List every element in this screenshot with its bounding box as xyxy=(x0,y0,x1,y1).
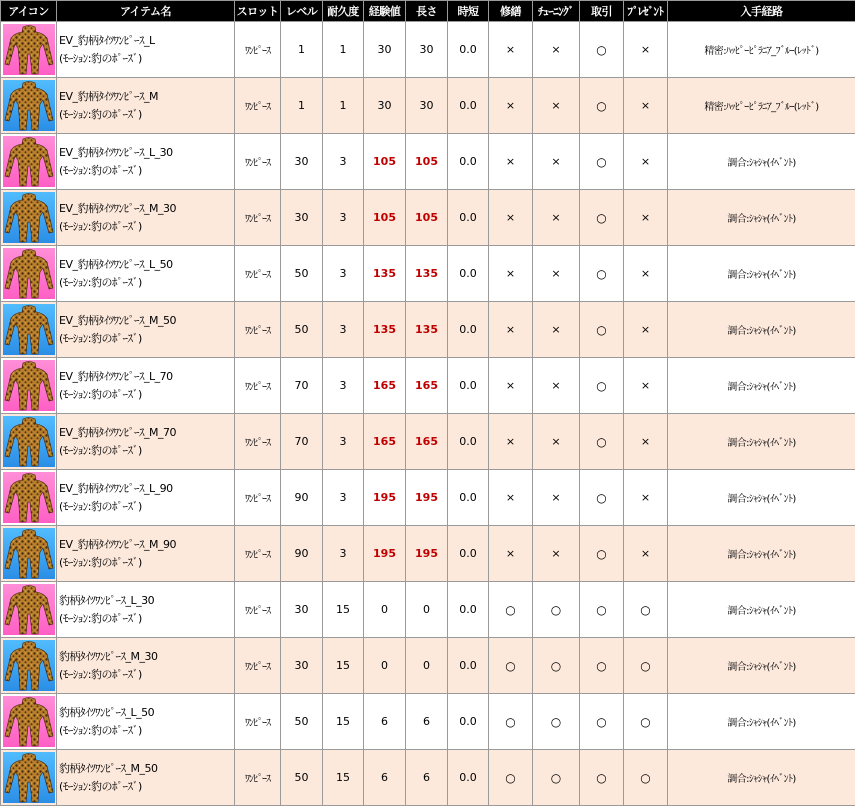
item-length: 195 xyxy=(406,470,448,526)
item-repair: × xyxy=(489,246,533,302)
item-length: 135 xyxy=(406,246,448,302)
item-name xyxy=(57,78,235,134)
item-durability: 1 xyxy=(323,22,364,78)
item-route: 調合:ｼｬｼｬ(ｲﾍﾞﾝﾄ) xyxy=(668,638,855,694)
item-present: × xyxy=(624,302,668,358)
item-trade: ○ xyxy=(580,414,624,470)
item-tuning: × xyxy=(533,22,580,78)
item-present: ○ xyxy=(624,582,668,638)
item-trade: ○ xyxy=(580,750,624,806)
item-trade: ○ xyxy=(580,246,624,302)
table-row xyxy=(1,638,855,694)
item-durability: 3 xyxy=(323,134,364,190)
item-tuning: × xyxy=(533,358,580,414)
header-shorten: 時短 xyxy=(448,1,489,22)
table-row xyxy=(1,358,855,414)
item-shorten: 0.0 xyxy=(448,246,489,302)
header-exp: 経験値 xyxy=(364,1,406,22)
table-row xyxy=(1,22,855,78)
item-name-main: 豹柄ﾀｲﾂﾜﾝﾋﾟｰｽ_M_50 xyxy=(59,760,234,778)
item-name xyxy=(57,358,235,414)
item-name-main: 豹柄ﾀｲﾂﾜﾝﾋﾟｰｽ_L_30 xyxy=(59,592,234,610)
item-name xyxy=(57,470,235,526)
item-length: 0 xyxy=(406,638,448,694)
item-name-motion: (ﾓｰｼｮﾝ:豹のﾎﾟｰｽﾞ) xyxy=(59,442,234,460)
header-tuning: ﾁｭｰﾆﾝｸﾞ xyxy=(533,1,580,22)
item-route: 調合:ｼｬｼｬ(ｲﾍﾞﾝﾄ) xyxy=(668,246,855,302)
item-name xyxy=(57,22,235,78)
leopard-suit-blue-icon xyxy=(3,304,55,355)
item-name xyxy=(57,582,235,638)
item-present: ○ xyxy=(624,750,668,806)
header-row xyxy=(1,1,855,22)
item-present: × xyxy=(624,246,668,302)
item-length: 105 xyxy=(406,134,448,190)
table-row xyxy=(1,526,855,582)
item-length: 105 xyxy=(406,190,448,246)
icon-cell xyxy=(1,302,57,358)
table-row xyxy=(1,470,855,526)
item-length: 6 xyxy=(406,750,448,806)
item-route: 調合:ｼｬｼｬ(ｲﾍﾞﾝﾄ) xyxy=(668,750,855,806)
item-length: 0 xyxy=(406,582,448,638)
item-shorten: 0.0 xyxy=(448,78,489,134)
item-name-motion: (ﾓｰｼｮﾝ:豹のﾎﾟｰｽﾞ) xyxy=(59,274,234,292)
item-repair: ○ xyxy=(489,694,533,750)
item-tuning: × xyxy=(533,302,580,358)
item-route: 調合:ｼｬｼｬ(ｲﾍﾞﾝﾄ) xyxy=(668,414,855,470)
item-name-main: EV_豹柄ﾀｲﾂﾜﾝﾋﾟｰｽ_L xyxy=(59,32,234,50)
item-slot: ﾜﾝﾋﾟｰｽ xyxy=(235,582,281,638)
item-route: 調合:ｼｬｼｬ(ｲﾍﾞﾝﾄ) xyxy=(668,302,855,358)
item-name-main: EV_豹柄ﾀｲﾂﾜﾝﾋﾟｰｽ_M_50 xyxy=(59,312,234,330)
item-repair: × xyxy=(489,470,533,526)
item-exp: 105 xyxy=(364,134,406,190)
header-trade: 取引 xyxy=(580,1,624,22)
item-name-main: 豹柄ﾀｲﾂﾜﾝﾋﾟｰｽ_L_50 xyxy=(59,704,234,722)
header-repair: 修繕 xyxy=(489,1,533,22)
item-exp: 195 xyxy=(364,470,406,526)
item-trade: ○ xyxy=(580,526,624,582)
item-route: 調合:ｼｬｼｬ(ｲﾍﾞﾝﾄ) xyxy=(668,526,855,582)
item-slot: ﾜﾝﾋﾟｰｽ xyxy=(235,190,281,246)
item-exp: 0 xyxy=(364,582,406,638)
item-present: ○ xyxy=(624,694,668,750)
item-name-motion: (ﾓｰｼｮﾝ:豹のﾎﾟｰｽﾞ) xyxy=(59,722,234,740)
icon-cell xyxy=(1,358,57,414)
item-name-motion: (ﾓｰｼｮﾝ:豹のﾎﾟｰｽﾞ) xyxy=(59,162,234,180)
item-durability: 3 xyxy=(323,358,364,414)
item-length: 6 xyxy=(406,694,448,750)
item-durability: 3 xyxy=(323,190,364,246)
item-shorten: 0.0 xyxy=(448,414,489,470)
item-length: 165 xyxy=(406,358,448,414)
item-slot: ﾜﾝﾋﾟｰｽ xyxy=(235,22,281,78)
item-level: 50 xyxy=(281,694,323,750)
item-level: 50 xyxy=(281,750,323,806)
item-level: 1 xyxy=(281,22,323,78)
icon-cell xyxy=(1,470,57,526)
item-durability: 3 xyxy=(323,470,364,526)
header-level: レベル xyxy=(281,1,323,22)
item-level: 1 xyxy=(281,78,323,134)
item-name-main: EV_豹柄ﾀｲﾂﾜﾝﾋﾟｰｽ_M_30 xyxy=(59,200,234,218)
item-shorten: 0.0 xyxy=(448,302,489,358)
item-name-motion: (ﾓｰｼｮﾝ:豹のﾎﾟｰｽﾞ) xyxy=(59,330,234,348)
item-shorten: 0.0 xyxy=(448,22,489,78)
table-row xyxy=(1,582,855,638)
item-durability: 1 xyxy=(323,78,364,134)
leopard-suit-blue-icon xyxy=(3,80,55,131)
item-exp: 165 xyxy=(364,358,406,414)
table-row xyxy=(1,302,855,358)
item-name xyxy=(57,190,235,246)
item-repair: × xyxy=(489,78,533,134)
item-durability: 15 xyxy=(323,638,364,694)
item-slot: ﾜﾝﾋﾟｰｽ xyxy=(235,358,281,414)
leopard-suit-pink-icon xyxy=(3,472,55,523)
item-slot: ﾜﾝﾋﾟｰｽ xyxy=(235,526,281,582)
item-trade: ○ xyxy=(580,302,624,358)
item-trade: ○ xyxy=(580,134,624,190)
item-present: × xyxy=(624,358,668,414)
item-present: ○ xyxy=(624,638,668,694)
item-shorten: 0.0 xyxy=(448,638,489,694)
item-name-motion: (ﾓｰｼｮﾝ:豹のﾎﾟｰｽﾞ) xyxy=(59,498,234,516)
icon-cell xyxy=(1,638,57,694)
item-slot: ﾜﾝﾋﾟｰｽ xyxy=(235,694,281,750)
item-durability: 3 xyxy=(323,302,364,358)
item-trade: ○ xyxy=(580,694,624,750)
item-shorten: 0.0 xyxy=(448,582,489,638)
item-level: 90 xyxy=(281,526,323,582)
leopard-suit-pink-icon xyxy=(3,136,55,187)
item-shorten: 0.0 xyxy=(448,190,489,246)
item-present: × xyxy=(624,526,668,582)
header-route: 入手経路 xyxy=(668,1,855,22)
icon-cell xyxy=(1,22,57,78)
header-name: アイテム名 xyxy=(57,1,235,22)
item-tuning: × xyxy=(533,78,580,134)
item-route: 調合:ｼｬｼｬ(ｲﾍﾞﾝﾄ) xyxy=(668,694,855,750)
item-repair: ○ xyxy=(489,582,533,638)
item-slot: ﾜﾝﾋﾟｰｽ xyxy=(235,470,281,526)
item-shorten: 0.0 xyxy=(448,134,489,190)
item-slot: ﾜﾝﾋﾟｰｽ xyxy=(235,134,281,190)
item-length: 165 xyxy=(406,414,448,470)
item-shorten: 0.0 xyxy=(448,750,489,806)
icon-cell xyxy=(1,414,57,470)
leopard-suit-blue-icon xyxy=(3,640,55,691)
item-level: 30 xyxy=(281,134,323,190)
item-durability: 3 xyxy=(323,414,364,470)
table-row xyxy=(1,134,855,190)
item-present: × xyxy=(624,190,668,246)
table-row xyxy=(1,694,855,750)
item-trade: ○ xyxy=(580,358,624,414)
item-repair: × xyxy=(489,22,533,78)
item-tuning: ○ xyxy=(533,638,580,694)
item-route: 調合:ｼｬｼｬ(ｲﾍﾞﾝﾄ) xyxy=(668,190,855,246)
item-name-motion: (ﾓｰｼｮﾝ:豹のﾎﾟｰｽﾞ) xyxy=(59,218,234,236)
item-repair: × xyxy=(489,358,533,414)
leopard-suit-pink-icon xyxy=(3,248,55,299)
item-trade: ○ xyxy=(580,78,624,134)
item-exp: 6 xyxy=(364,694,406,750)
item-name xyxy=(57,526,235,582)
header-present: ﾌﾟﾚｾﾞﾝﾄ xyxy=(624,1,668,22)
item-tuning: ○ xyxy=(533,694,580,750)
icon-cell xyxy=(1,526,57,582)
item-repair: ○ xyxy=(489,638,533,694)
icon-cell xyxy=(1,246,57,302)
item-name-motion: (ﾓｰｼｮﾝ:豹のﾎﾟｰｽﾞ) xyxy=(59,554,234,572)
item-present: × xyxy=(624,414,668,470)
item-tuning: × xyxy=(533,526,580,582)
item-tuning: × xyxy=(533,246,580,302)
item-level: 30 xyxy=(281,582,323,638)
item-repair: × xyxy=(489,526,533,582)
item-shorten: 0.0 xyxy=(448,358,489,414)
item-name-motion: (ﾓｰｼｮﾝ:豹のﾎﾟｰｽﾞ) xyxy=(59,610,234,628)
icon-cell xyxy=(1,694,57,750)
item-name-main: EV_豹柄ﾀｲﾂﾜﾝﾋﾟｰｽ_M_70 xyxy=(59,424,234,442)
item-repair: × xyxy=(489,302,533,358)
header-length: 長さ xyxy=(406,1,448,22)
item-name-motion: (ﾓｰｼｮﾝ:豹のﾎﾟｰｽﾞ) xyxy=(59,106,234,124)
item-route: 調合:ｼｬｼｬ(ｲﾍﾞﾝﾄ) xyxy=(668,134,855,190)
item-tuning: × xyxy=(533,470,580,526)
item-level: 30 xyxy=(281,638,323,694)
item-name-motion: (ﾓｰｼｮﾝ:豹のﾎﾟｰｽﾞ) xyxy=(59,386,234,404)
table-body xyxy=(1,22,855,806)
item-name xyxy=(57,302,235,358)
leopard-suit-pink-icon xyxy=(3,24,55,75)
item-tuning: ○ xyxy=(533,750,580,806)
item-name xyxy=(57,134,235,190)
item-level: 50 xyxy=(281,246,323,302)
item-durability: 3 xyxy=(323,246,364,302)
icon-cell xyxy=(1,582,57,638)
item-tuning: × xyxy=(533,190,580,246)
header-slot: スロット xyxy=(235,1,281,22)
item-trade: ○ xyxy=(580,22,624,78)
item-present: × xyxy=(624,470,668,526)
item-slot: ﾜﾝﾋﾟｰｽ xyxy=(235,414,281,470)
item-name-main: EV_豹柄ﾀｲﾂﾜﾝﾋﾟｰｽ_L_90 xyxy=(59,480,234,498)
item-slot: ﾜﾝﾋﾟｰｽ xyxy=(235,302,281,358)
item-name-main: EV_豹柄ﾀｲﾂﾜﾝﾋﾟｰｽ_M_90 xyxy=(59,536,234,554)
icon-cell xyxy=(1,190,57,246)
item-name xyxy=(57,246,235,302)
item-present: × xyxy=(624,22,668,78)
item-exp: 135 xyxy=(364,246,406,302)
item-route: 調合:ｼｬｼｬ(ｲﾍﾞﾝﾄ) xyxy=(668,470,855,526)
item-name xyxy=(57,694,235,750)
item-exp: 165 xyxy=(364,414,406,470)
item-name-main: EV_豹柄ﾀｲﾂﾜﾝﾋﾟｰｽ_L_50 xyxy=(59,256,234,274)
item-durability: 15 xyxy=(323,582,364,638)
item-route: 調合:ｼｬｼｬ(ｲﾍﾞﾝﾄ) xyxy=(668,358,855,414)
item-length: 195 xyxy=(406,526,448,582)
item-route: 精密:ﾊｯﾋﾟｰﾋﾟﾗﾆｱ_ﾌﾞﾙｰ(ﾚｯﾄﾞ) xyxy=(668,78,855,134)
item-durability: 15 xyxy=(323,694,364,750)
item-shorten: 0.0 xyxy=(448,470,489,526)
icon-cell xyxy=(1,78,57,134)
item-durability: 15 xyxy=(323,750,364,806)
item-repair: × xyxy=(489,134,533,190)
item-durability: 3 xyxy=(323,526,364,582)
item-tuning: × xyxy=(533,414,580,470)
item-name xyxy=(57,638,235,694)
icon-cell xyxy=(1,134,57,190)
item-trade: ○ xyxy=(580,582,624,638)
item-route: 精密:ﾊｯﾋﾟｰﾋﾟﾗﾆｱ_ﾌﾞﾙｰ(ﾚｯﾄﾞ) xyxy=(668,22,855,78)
header-icon: アイコン xyxy=(1,1,57,22)
item-tuning: ○ xyxy=(533,582,580,638)
item-length: 30 xyxy=(406,78,448,134)
item-shorten: 0.0 xyxy=(448,694,489,750)
item-level: 70 xyxy=(281,414,323,470)
item-repair: × xyxy=(489,414,533,470)
item-name-motion: (ﾓｰｼｮﾝ:豹のﾎﾟｰｽﾞ) xyxy=(59,666,234,684)
item-repair: ○ xyxy=(489,750,533,806)
item-name-motion: (ﾓｰｼｮﾝ:豹のﾎﾟｰｽﾞ) xyxy=(59,50,234,68)
item-slot: ﾜﾝﾋﾟｰｽ xyxy=(235,78,281,134)
item-tuning: × xyxy=(533,134,580,190)
item-trade: ○ xyxy=(580,470,624,526)
item-exp: 135 xyxy=(364,302,406,358)
item-slot: ﾜﾝﾋﾟｰｽ xyxy=(235,246,281,302)
item-exp: 105 xyxy=(364,190,406,246)
table-row xyxy=(1,190,855,246)
leopard-suit-pink-icon xyxy=(3,360,55,411)
item-exp: 6 xyxy=(364,750,406,806)
item-name-main: EV_豹柄ﾀｲﾂﾜﾝﾋﾟｰｽ_L_30 xyxy=(59,144,234,162)
leopard-suit-pink-icon xyxy=(3,584,55,635)
item-name-main: 豹柄ﾀｲﾂﾜﾝﾋﾟｰｽ_M_30 xyxy=(59,648,234,666)
item-level: 50 xyxy=(281,302,323,358)
item-slot: ﾜﾝﾋﾟｰｽ xyxy=(235,638,281,694)
item-exp: 30 xyxy=(364,78,406,134)
table-row xyxy=(1,246,855,302)
item-shorten: 0.0 xyxy=(448,526,489,582)
item-length: 135 xyxy=(406,302,448,358)
item-name-main: EV_豹柄ﾀｲﾂﾜﾝﾋﾟｰｽ_M xyxy=(59,88,234,106)
item-length: 30 xyxy=(406,22,448,78)
table-row xyxy=(1,78,855,134)
item-trade: ○ xyxy=(580,190,624,246)
leopard-suit-blue-icon xyxy=(3,528,55,579)
item-level: 30 xyxy=(281,190,323,246)
item-exp: 30 xyxy=(364,22,406,78)
item-name xyxy=(57,414,235,470)
item-slot: ﾜﾝﾋﾟｰｽ xyxy=(235,750,281,806)
table-row xyxy=(1,414,855,470)
item-trade: ○ xyxy=(580,638,624,694)
item-repair: × xyxy=(489,190,533,246)
item-route: 調合:ｼｬｼｬ(ｲﾍﾞﾝﾄ) xyxy=(668,582,855,638)
item-name-motion: (ﾓｰｼｮﾝ:豹のﾎﾟｰｽﾞ) xyxy=(59,778,234,796)
item-present: × xyxy=(624,78,668,134)
leopard-suit-blue-icon xyxy=(3,416,55,467)
item-present: × xyxy=(624,134,668,190)
item-name-main: EV_豹柄ﾀｲﾂﾜﾝﾋﾟｰｽ_L_70 xyxy=(59,368,234,386)
item-level: 70 xyxy=(281,358,323,414)
item-level: 90 xyxy=(281,470,323,526)
leopard-suit-pink-icon xyxy=(3,696,55,747)
leopard-suit-blue-icon xyxy=(3,192,55,243)
item-exp: 0 xyxy=(364,638,406,694)
item-exp: 195 xyxy=(364,526,406,582)
header-durability: 耐久度 xyxy=(323,1,364,22)
